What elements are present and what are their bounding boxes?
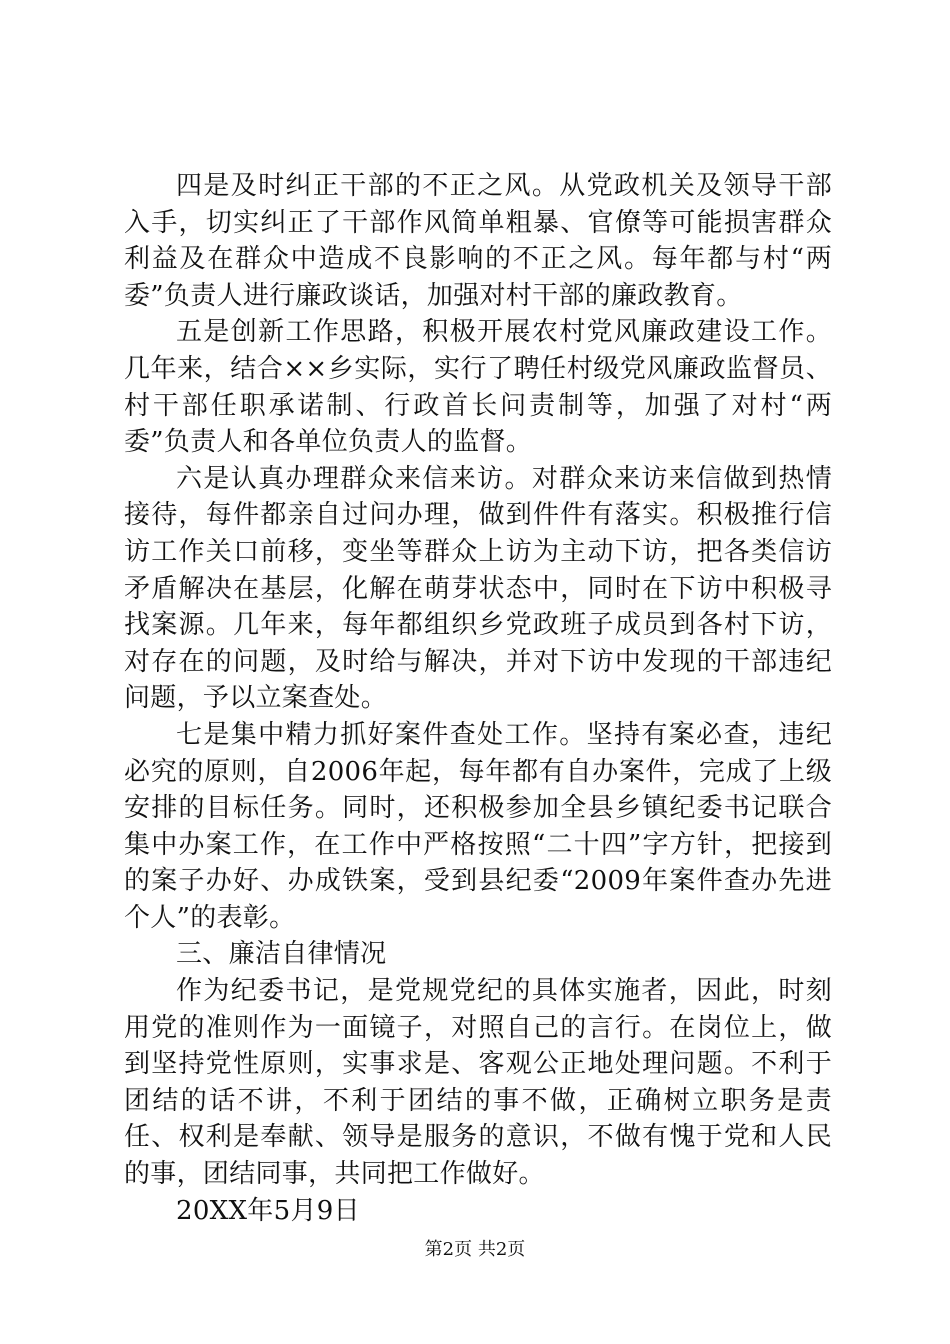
paragraph-correct-misconduct: 四是及时纠正干部的不正之风。从党政机关及领导干部入手，切实纠正了干部作风简单粗暴、官僚等可能损害群众利益及在群众中造成不良影响的不正之风。每年都与村“两委”负责人进行廉政谈话，加强对村干部的廉政教育。: [124, 171, 832, 311]
document-body: [124, 168, 832, 1229]
paragraph-case-handling: 七是集中精力抓好案件查处工作。坚持有案必查，违纪必究的原则，自2006年起，每年都有自办案件，完成了上级安排的目标任务。同时，还积极参加全县乡镇纪委书记联合集中办案工作，在工作中严格按照“二十四”字方针，把接到的案子办好、办成铁案，受到县纪委“2009年案件查办先进个人”的表彰。: [124, 719, 832, 933]
paragraph-self-discipline: 作为纪委书记，是党规党纪的具体实施者，因此，时刻用党的准则作为一面镜子，对照自己的言行。在岗位上，做到坚持党性原则，实事求是、客观公正地处理问题。不利于团结的话不讲，不利于团结的事不做，正确树立职务是责任、权利是奉献、领导是服务的意识，不做有愧于党和人民的事，团结同事，共同把工作做好。: [124, 976, 832, 1190]
paragraph-petitions: 六是认真办理群众来信来访。对群众来访来信做到热情接待，每件都亲自过问办理，做到件件有落实。积极推行信访工作关口前移，变坐等群众上访为主动下访，把各类信访矛盾解决在基层，化解在萌芽状态中，同时在下访中积极寻找案源。几年来，每年都组织乡党政班子成员到各村下访，对存在的问题，及时给与解决，并对下访中发现的干部违纪问题，予以立案查处。: [124, 463, 832, 714]
section-heading-self-discipline: 三、廉洁自律情况: [176, 939, 387, 970]
document-date: 20XX年5月9日: [176, 1195, 360, 1226]
page-number-footer: 第2页 共2页: [424, 1239, 526, 1260]
paragraph-innovate-work: 五是创新工作思路，积极开展农村党风廉政建设工作。几年来，结合××乡实际，实行了聘任村级党风廉政监督员、村干部任职承诺制、行政首长问责制等，加强了对村“两委”负责人和各单位负责人的监督。: [124, 317, 832, 458]
